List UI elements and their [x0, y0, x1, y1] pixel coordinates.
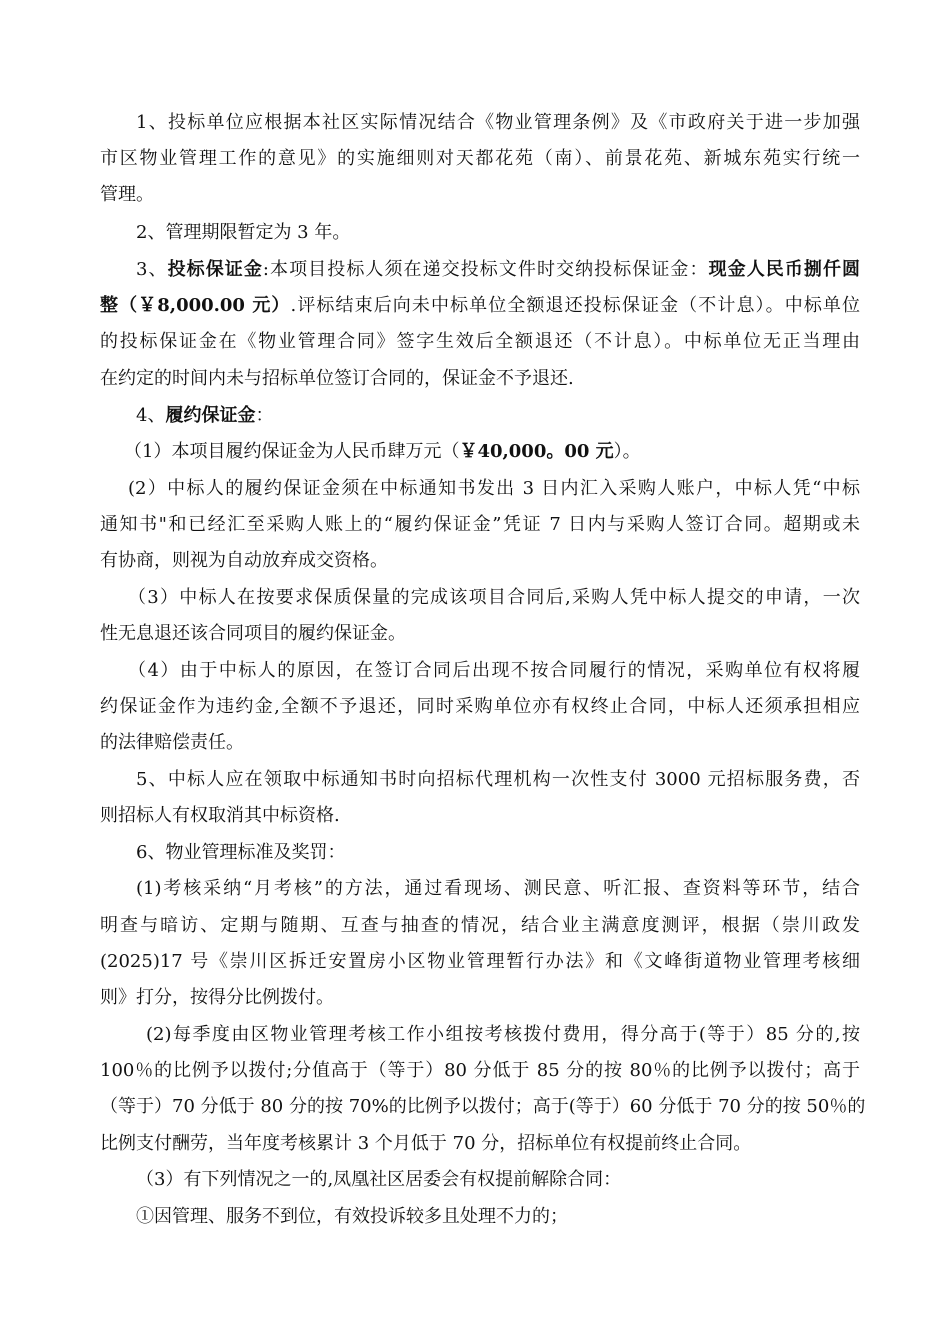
paragraph-4-4-line-3: 的法律赔偿责任。: [100, 732, 244, 753]
paragraph-1-line-2: 市区物业管理工作的意见》的实施细则对天都花苑（南）、前景花苑、新城东苑实行统一: [100, 148, 860, 169]
p3-line1-text: :本项目投标人须在递交投标文件时交纳投标保证金：: [262, 259, 709, 280]
paragraph-4-2-line-1: (2）中标人的履约保证金须在中标通知书发出 3 日内汇入采购人账户，中标人凭“中标: [128, 478, 860, 499]
paragraph-4-3-line-2: 性无息退还该合同项目的履约保证金。: [100, 623, 406, 644]
p4-performance-deposit-label: 履约保证金: [165, 405, 256, 426]
paragraph-6-1-line-4: 则》打分，按得分比例拨付。: [100, 987, 334, 1008]
paragraph-6-heading: 6、物业管理标准及奖罚：: [136, 842, 346, 863]
paragraph-1-line-1: 1、投标单位应根据本社区实际情况结合《物业管理条例》及《市政府关于进一步加强: [136, 112, 860, 133]
paragraph-3-line-4: 在约定的时间内未与招标单位签订合同的，保证金不予退还.: [100, 368, 574, 389]
paragraph-5-line-1: 5、中标人应在领取中标通知书时向招标代理机构一次性支付 3000 元招标服务费，否: [136, 769, 860, 790]
paragraph-6-1-line-2: 明查与暗访、定期与随期、互查与抽查的情况，结合业主满意度测评，根据（崇川政发: [100, 915, 860, 936]
p3-amount-figure: 整（￥8,000.00 元）: [100, 295, 291, 316]
paragraph-3-line-2: [100, 293, 860, 319]
paragraph-6-1-line-1: (1)考核采纳“月考核”的方法，通过看现场、测民意、听汇报、查资料等环节，结合: [136, 878, 860, 899]
paragraph-4-heading: [100, 403, 860, 429]
p3-amount-words: 现金人民币捌仟圆: [708, 259, 861, 280]
termination-item-1: ①因管理、服务不到位，有效投诉较多且处理不力的；: [136, 1206, 568, 1227]
paragraph-4-4-line-1: （4）由于中标人的原因，在签订合同后出现不按合同履行的情况，采购单位有权将履: [128, 660, 860, 681]
p4-prefix: 4、: [136, 405, 166, 426]
paragraph-6-2-line-4: 比例支付酬劳，当年度考核累计 3 个月低于 70 分，招标单位有权提前终止合同。: [100, 1133, 752, 1154]
paragraph-4-1: [100, 439, 860, 465]
p4-1-amount: ￥40,000。00 元: [459, 441, 614, 462]
paragraph-4-2-line-2: 通知书"和已经汇至采购人账上的“履约保证金”凭证 7 日内与采购人签订合同。超期或未: [100, 514, 860, 535]
p3-line2-text: .评标结束后向未中标单位全额退还投标保证金（不计息）。中标单位: [290, 295, 861, 316]
paragraph-6-2-line-2: 100％的比例予以拨付;分值高于（等于）80 分低于 85 分的按 80％的比例予以拨付；高于: [100, 1060, 860, 1081]
paragraph-4-3-line-1: （3）中标人在按要求保质保量的完成该项目合同后,采购人凭中标人提交的申请，一次: [128, 587, 860, 608]
paragraph-6-2-line-3: （等于）70 分低于 80 分的按 70%的比例予以拨付；高于(等于）60 分低于 70 分的按 50％的: [100, 1096, 866, 1117]
p3-prefix: 3、: [136, 259, 168, 280]
paragraph-5-line-2: 则招标人有权取消其中标资格.: [100, 805, 340, 826]
paragraph-4-2-line-3: 有协商，则视为自动放弃成交资格。: [100, 550, 388, 571]
p4-colon: ：: [255, 405, 274, 426]
paragraph-6-1-line-3: (2025)17 号《崇川区拆迁安置房小区物业管理暂行办法》和《文峰街道物业管理考核细: [100, 951, 860, 972]
p3-bid-deposit-label: 投标保证金: [167, 259, 263, 280]
paragraph-6-3: （3）有下列情况之一的,凤凰社区居委会有权提前解除合同：: [136, 1169, 622, 1190]
paragraph-3-line-1: [100, 257, 860, 283]
paragraph-2: 2、管理期限暂定为 3 年。: [136, 222, 351, 243]
paragraph-4-4-line-2: 约保证金作为违约金,全额不予退还，同时采购单位亦有权终止合同，中标人还须承担相应: [100, 696, 860, 717]
p4-1-text: （1）本项目履约保证金为人民币肆万元（: [124, 441, 460, 462]
paragraph-3-line-3: 的投标保证金在《物业管理合同》签字生效后全额退还（不计息）。中标单位无正当理由: [100, 331, 860, 352]
paragraph-1-line-3: 管理。: [100, 184, 154, 205]
p4-1-suffix: ）。: [613, 441, 641, 462]
paragraph-6-2-line-1: (2)每季度由区物业管理考核工作小组按考核拨付费用，得分高于(等于）85 分的,按: [146, 1024, 860, 1045]
